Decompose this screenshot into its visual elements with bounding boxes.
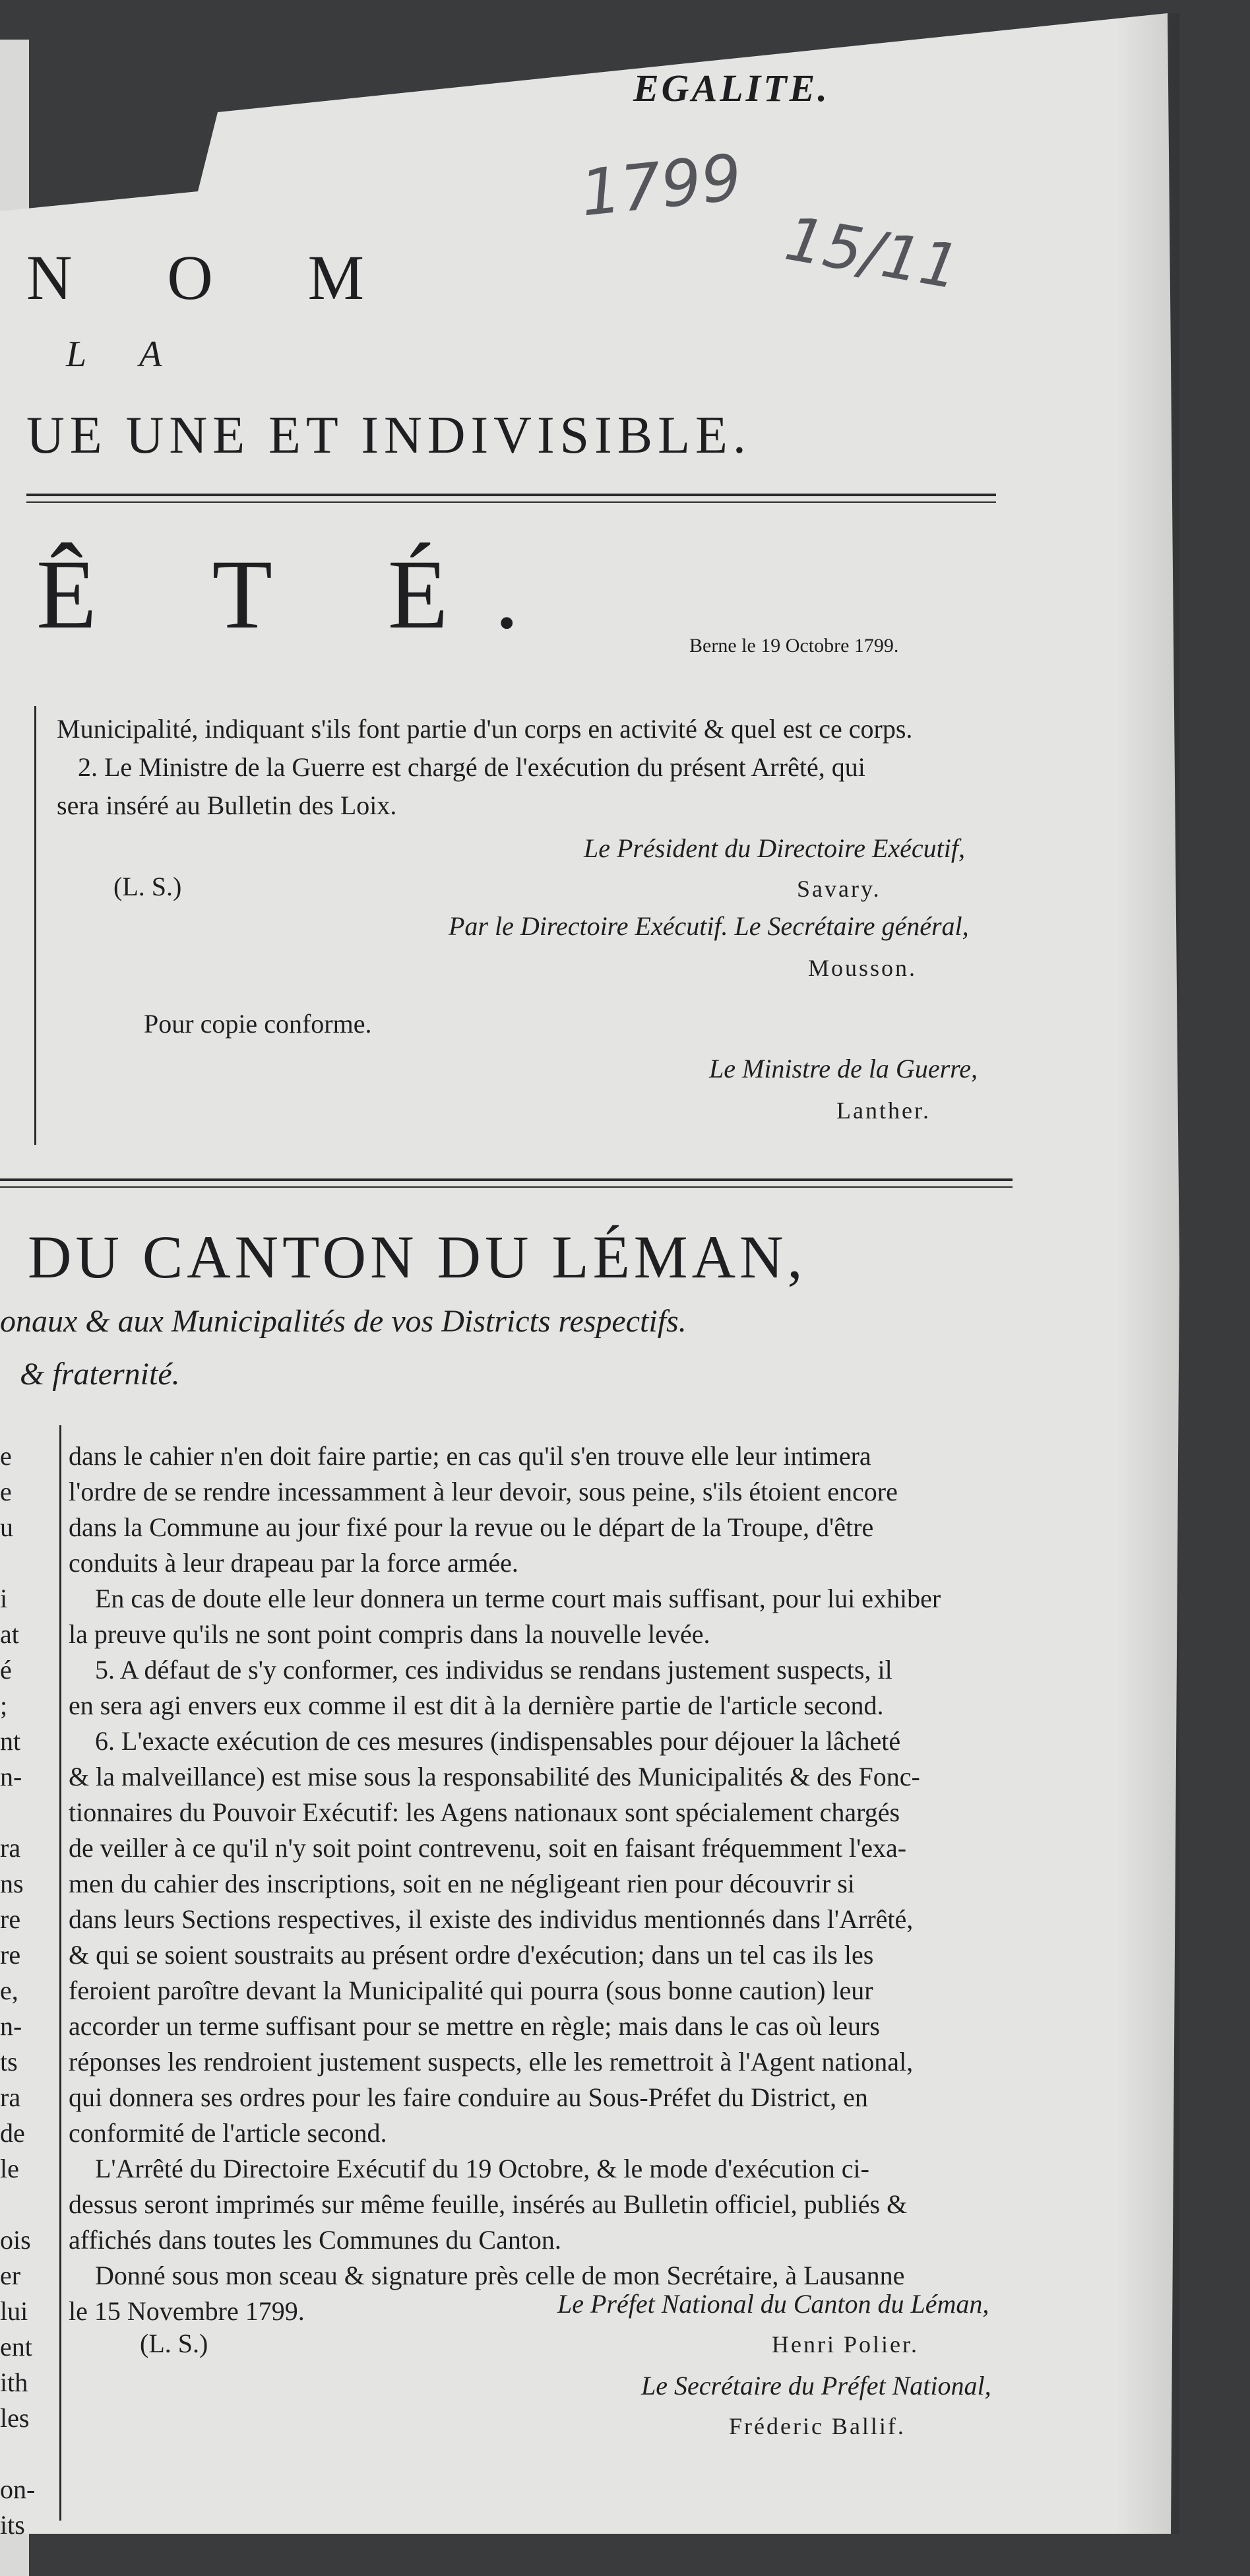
- fragment-line: [0, 2436, 35, 2472]
- closing-seal: (L. S.): [140, 2329, 208, 2358]
- body-line: l'ordre de se rendre incessamment à leur devoir, sous peine, s'ils étoient encore: [69, 1477, 898, 1506]
- arrete-column-line: [34, 706, 36, 1145]
- body-line: men du cahier des inscriptions, soit en ne négligeant rien pour découvrir si: [69, 1869, 855, 1898]
- main-body-text: [69, 1438, 941, 2329]
- fragment-line: ra: [0, 1833, 21, 1863]
- fragment-line: ns: [0, 1869, 24, 1898]
- minister-name: Lanther.: [836, 1097, 931, 1124]
- arrete-paragraph-1: Municipalité, indiquant s'ils font partie d'un corps en activité & quel est ce corps.: [57, 714, 913, 744]
- arrete-paragraph-2: 2. Le Ministre de la Guerre est chargé de l'exécution du présent Arrêté, qui: [78, 752, 865, 782]
- body-line: dans le cahier n'en doit faire partie; en cas qu'il s'en trouve elle leur intimera: [69, 1441, 871, 1471]
- fragment-line: nt: [0, 1726, 21, 1756]
- header-nom: N O M: [26, 242, 404, 313]
- body-line: réponses les rendroient justement suspects, elle les remettroit à l'Agent national,: [69, 2047, 914, 2077]
- header-republic: UE UNE ET INDIVISIBLE.: [26, 406, 751, 465]
- canton-subheading-2: & fraternité.: [20, 1357, 180, 1392]
- body-line: tionnaires du Pouvoir Exécutif: les Agens nationaux sont spécialement chargés: [69, 1797, 900, 1827]
- body-line: qui donnera ses ordres pour les faire conduire au Sous-Préfet du District, en: [69, 2082, 868, 2112]
- president-name: Savary.: [797, 876, 881, 902]
- body-line: feroient paroître devant la Municipalité qui pourra (sous bonne caution) leur: [69, 1976, 873, 2005]
- fragment-line: er: [0, 2261, 21, 2290]
- canton-subheading-1: onaux & aux Municipalités de vos Districts respectifs.: [0, 1304, 687, 1339]
- body-line: En cas de doute elle leur donnera un terme court mais suffisant, pour lui exhiber: [95, 1584, 941, 1613]
- fragment-line: ent: [0, 2332, 32, 2362]
- fragment-line: [0, 1545, 35, 1581]
- section-rule-bottom: [0, 1186, 1013, 1188]
- fragment-line: on-: [0, 2474, 36, 2504]
- arrete-title: Ê T É.: [36, 540, 565, 649]
- fragment-line: at: [0, 1619, 19, 1649]
- fragment-line: [0, 2187, 35, 2222]
- minister-title: Le Ministre de la Guerre,: [709, 1054, 978, 1083]
- fragment-line: ;: [0, 1690, 8, 1720]
- fragment-line: its: [0, 2510, 25, 2540]
- canton-heading: DU CANTON DU LÉMAN,: [28, 1223, 807, 1291]
- header-la: L A: [66, 334, 185, 375]
- fragment-line: ois: [0, 2225, 31, 2255]
- body-line: & la malveillance) est mise sous la responsabilité des Municipalités & des Fonc-: [69, 1762, 920, 1791]
- fragment-line: re: [0, 1940, 21, 1970]
- paper-edge-shade: [1115, 13, 1179, 2534]
- header-rule-top: [26, 494, 996, 496]
- body-line: affichés dans toutes les Communes du Canton.: [69, 2225, 561, 2255]
- prefect-name: Henri Polier.: [772, 2331, 919, 2358]
- body-line: conformité de l'article second.: [69, 2118, 387, 2148]
- fragment-line: n-: [0, 2011, 22, 2041]
- arrete-seal: (L. S.): [113, 872, 182, 901]
- fragment-line: le: [0, 2154, 19, 2183]
- body-line: accorder un terme suffisant pour se mettre en règle; mais dans le cas où leurs: [69, 2011, 880, 2041]
- fragment-line: é: [0, 1655, 12, 1685]
- left-column-line: [59, 1425, 61, 2521]
- body-line: 6. L'exacte exécution de ces mesures (indispensables pour déjouer la lâcheté: [95, 1726, 901, 1756]
- egalite-heading: EGALITE.: [633, 67, 830, 110]
- fragment-line: e,: [0, 1976, 18, 2005]
- body-line: en sera agi envers eux comme il est dit à la dernière partie de l'article second.: [69, 1690, 884, 1720]
- body-line: Donné sous mon sceau & signature près celle de mon Secrétaire, à Lausanne: [95, 2261, 905, 2290]
- fragment-line: u: [0, 1512, 13, 1542]
- prefect-title: Le Préfet National du Canton du Léman,: [557, 2289, 989, 2319]
- body-line: & qui se soient soustraits au présent ordre d'exécution; dans un tel cas ils les: [69, 1940, 874, 1970]
- header-rule-bottom: [26, 501, 996, 503]
- fragment-line: les: [0, 2403, 30, 2433]
- prefect-secretary-title: Le Secrétaire du Préfet National,: [641, 2371, 991, 2400]
- body-line: dessus seront imprimés sur même feuille, insérés au Bulletin officiel, publiés &: [69, 2189, 908, 2219]
- fragment-line: n-: [0, 1762, 22, 1791]
- body-line: le 15 Novembre 1799.: [69, 2296, 305, 2326]
- fragment-line: e: [0, 1441, 12, 1471]
- body-line: de veiller à ce qu'il n'y soit point contrevenu, soit en faisant fréquemment l'exa-: [69, 1833, 907, 1863]
- fragment-line: i: [0, 1584, 8, 1613]
- president-title: Le Président du Directoire Exécutif,: [584, 833, 965, 863]
- fragment-line: ra: [0, 2082, 21, 2112]
- copy-note: Pour copie conforme.: [144, 1009, 372, 1039]
- body-line: conduits à leur drapeau par la force armée.: [69, 1548, 518, 1578]
- fragment-line: ts: [0, 2047, 18, 2077]
- body-line: dans leurs Sections respectives, il existe des individus mentionnés dans l'Arrêté,: [69, 1904, 914, 1934]
- body-line: L'Arrêté du Directoire Exécutif du 19 Octobre, & le mode d'exécution ci-: [95, 2154, 869, 2183]
- body-line: 5. A défaut de s'y conformer, ces individus se rendans justement suspects, il: [95, 1655, 892, 1685]
- fragment-line: e: [0, 1477, 12, 1506]
- left-fragments: [0, 1438, 35, 2543]
- handwritten-reference: 15/11: [780, 203, 965, 304]
- secretary-general-title: Par le Directoire Exécutif. Le Secrétaire général,: [449, 911, 969, 941]
- arrete-dateline: Berne le 19 Octobre 1799.: [689, 635, 899, 657]
- prefect-secretary-name: Fréderic Ballif.: [729, 2413, 906, 2439]
- handwritten-year: 1799: [577, 140, 745, 231]
- fragment-line: lui: [0, 2296, 28, 2326]
- arrete-paragraph-3: sera inséré au Bulletin des Loix.: [57, 790, 397, 820]
- section-rule-top: [0, 1178, 1013, 1181]
- fragment-line: ith: [0, 2367, 28, 2397]
- fragment-line: [0, 1795, 35, 1830]
- secretary-general-name: Mousson.: [808, 955, 918, 981]
- body-line: la preuve qu'ils ne sont point compris dans la nouvelle levée.: [69, 1619, 710, 1649]
- fragment-line: re: [0, 1904, 21, 1934]
- body-line: dans la Commune au jour fixé pour la revue ou le départ de la Troupe, d'être: [69, 1512, 874, 1542]
- fragment-line: de: [0, 2118, 25, 2148]
